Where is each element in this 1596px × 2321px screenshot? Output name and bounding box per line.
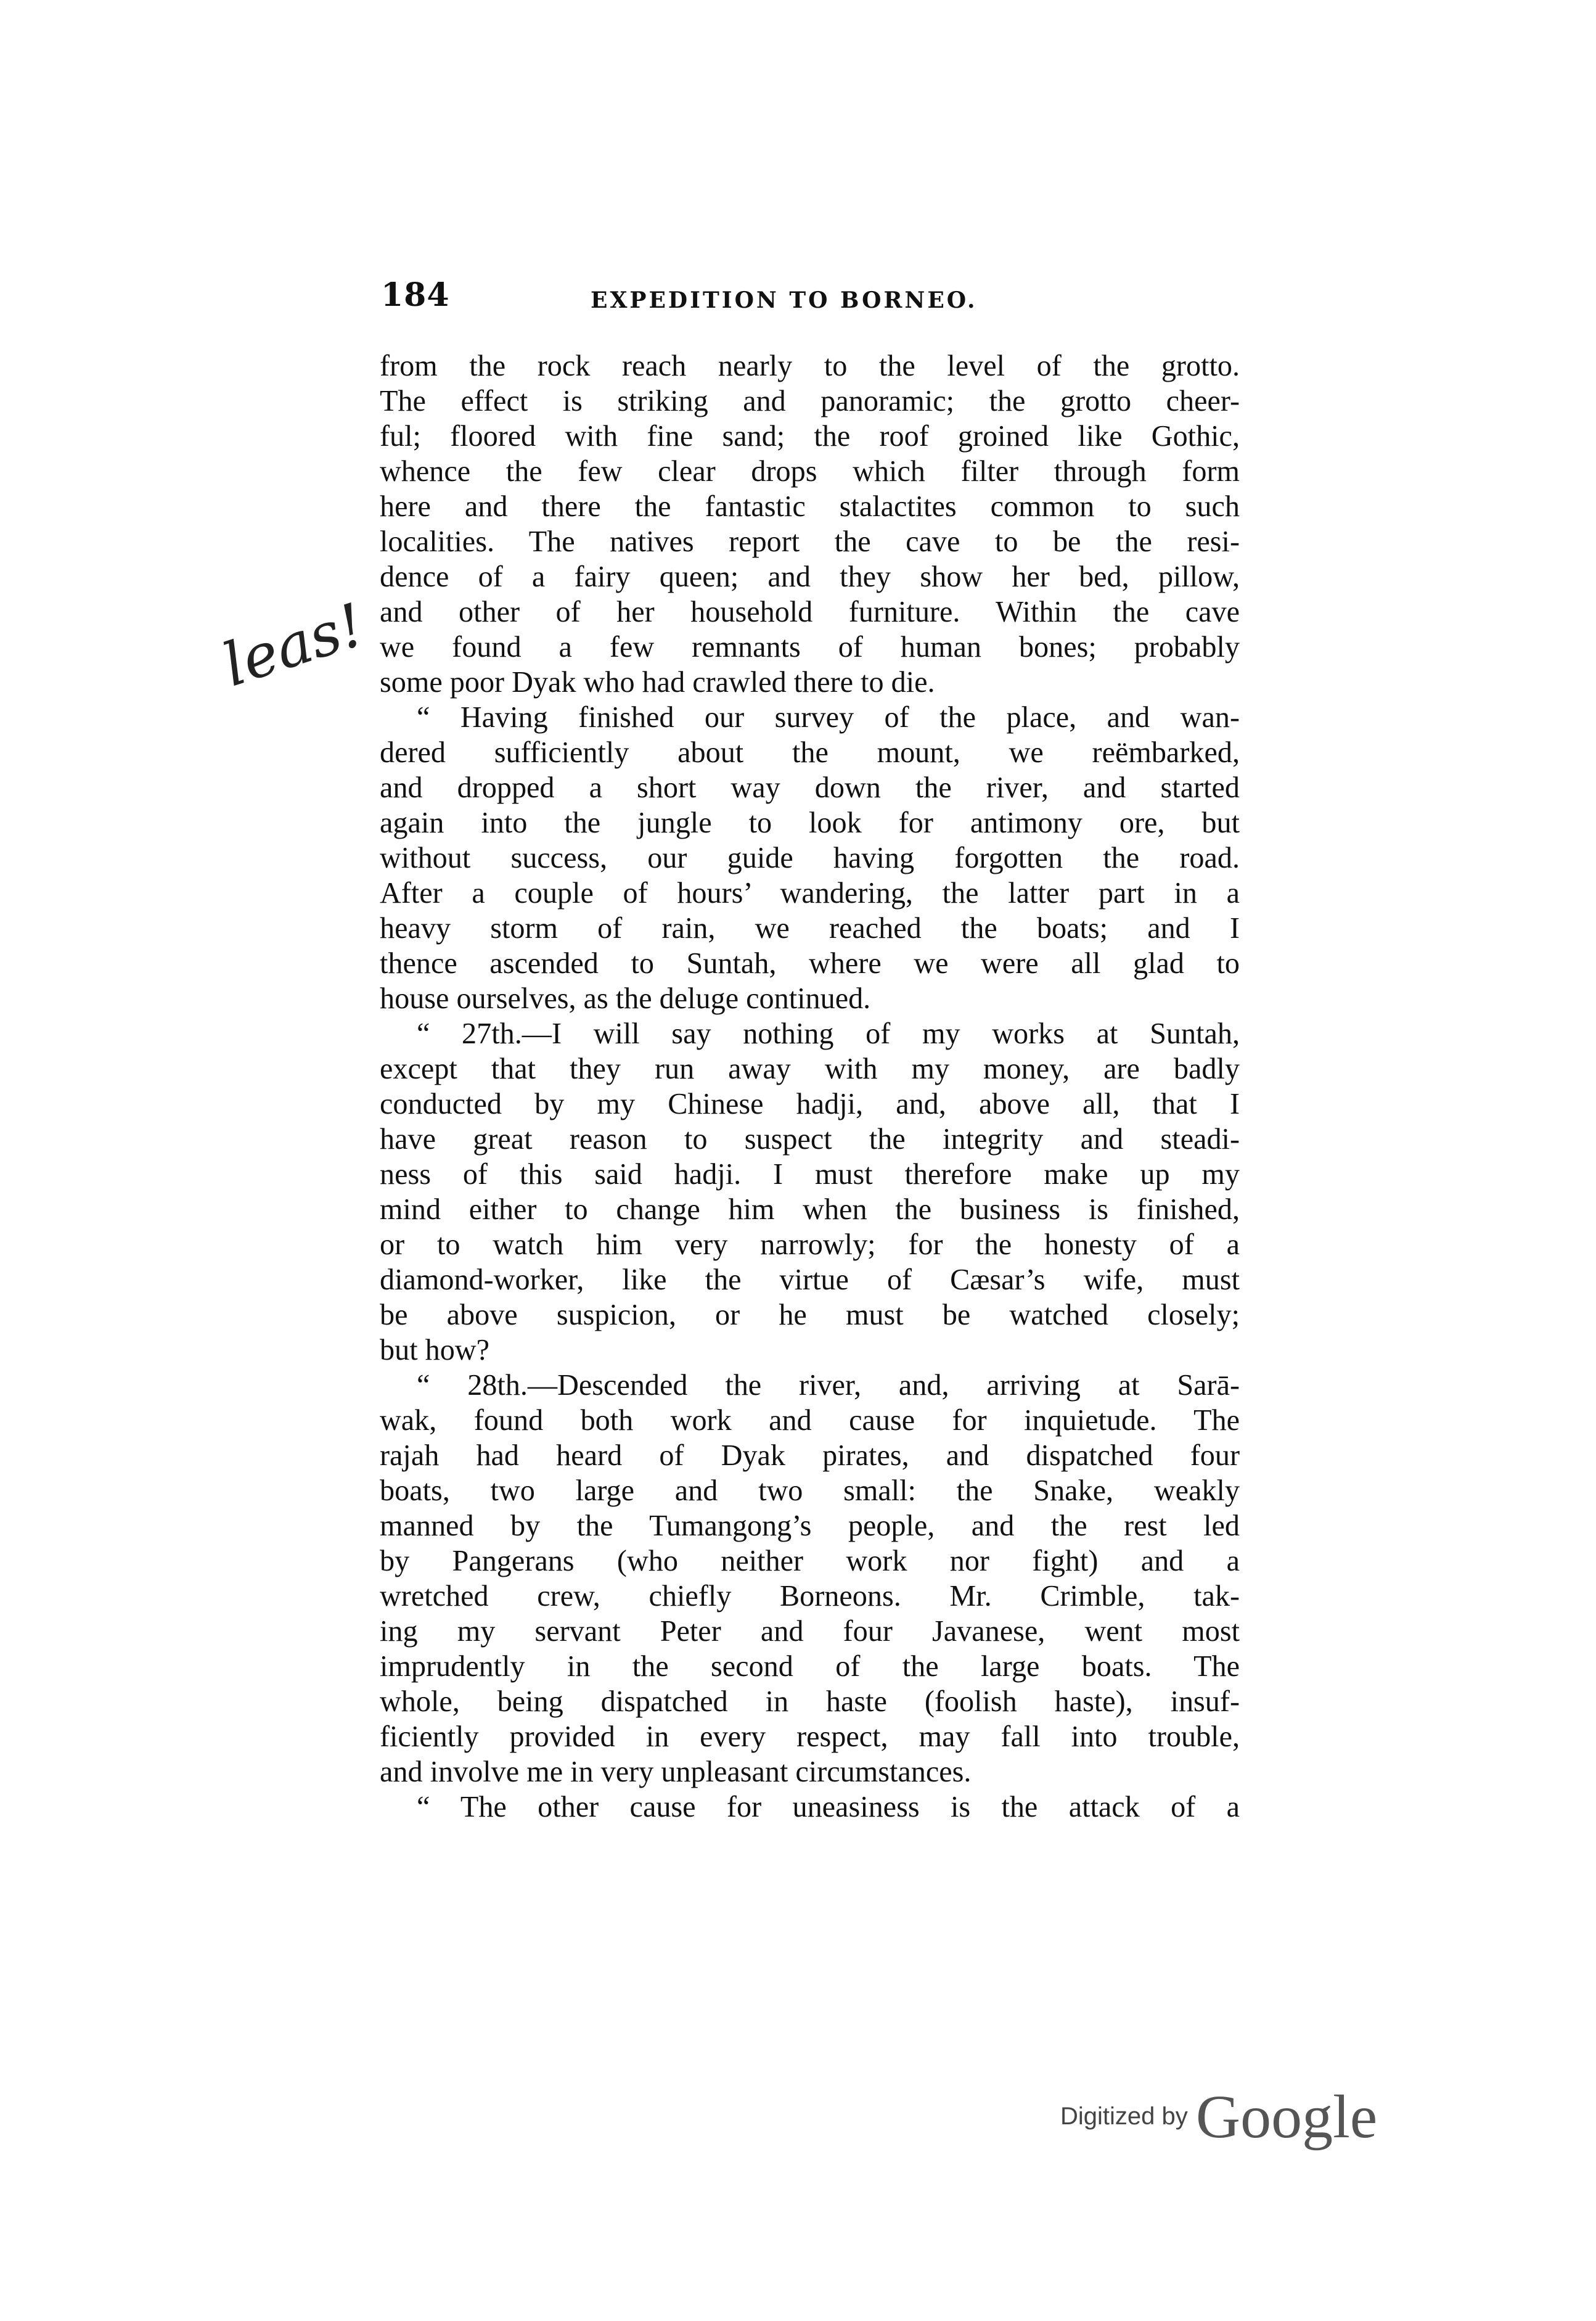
text-line: ing my servant Peter and four Javanese, went most: [380, 1615, 1240, 1648]
text-line: rajah had heard of Dyak pirates, and dispatched four: [380, 1439, 1240, 1472]
text-line: ful; floored with fine sand; the roof groined like Gothic,: [380, 420, 1240, 453]
text-line: again into the jungle to look for antimony ore, but: [380, 807, 1240, 839]
text-line: we found a few remnants of human bones; probably: [380, 631, 1240, 663]
text-line: mind either to change him when the business is finished,: [380, 1193, 1240, 1226]
text-line: have great reason to suspect the integrity and steadi-: [380, 1123, 1240, 1156]
text-line: be above suspicion, or he must be watched closely;: [380, 1299, 1240, 1331]
text-line: diamond-worker, like the virtue of Cæsar’s wife, must: [380, 1263, 1240, 1296]
text-line: imprudently in the second of the large boats. The: [380, 1650, 1240, 1683]
handwritten-marginal-note: leas!: [215, 589, 373, 700]
text-line: “ The other cause for uneasiness is the attack of a: [417, 1791, 1240, 1823]
text-line: After a couple of hours’ wandering, the latter part in a: [380, 877, 1240, 910]
text-line: “ 27th.—I will say nothing of my works at Suntah,: [417, 1017, 1240, 1050]
text-line: here and there the fantastic stalactites common to such: [380, 490, 1240, 523]
page-number: 184: [381, 276, 450, 314]
text-line: from the rock reach nearly to the level of the grotto.: [380, 350, 1240, 382]
text-line: heavy storm of rain, we reached the boats; and I: [380, 912, 1240, 945]
text-line: house ourselves, as the deluge continued.: [380, 982, 871, 1015]
text-line: boats, two large and two small: the Snake, weakly: [380, 1474, 1240, 1507]
text-line: whence the few clear drops which filter through form: [380, 455, 1240, 488]
text-line: or to watch him very narrowly; for the honesty of a: [380, 1228, 1240, 1261]
text-line: wretched crew, chiefly Borneons. Mr. Crimble, tak-: [380, 1580, 1240, 1612]
running-title: EXPEDITION TO BORNEO.: [591, 287, 978, 313]
text-line: and involve me in very unpleasant circumstances.: [380, 1756, 972, 1788]
watermark-prefix: Digitized by: [1060, 2103, 1188, 2130]
text-line: and dropped a short way down the river, and started: [380, 771, 1240, 804]
text-line: and other of her household furniture. Within the cave: [380, 596, 1240, 628]
google-logo: Google: [1195, 2082, 1378, 2151]
text-line: “ 28th.—Descended the river, and, arriving at Sarā-: [417, 1369, 1240, 1402]
text-line: ficiently provided in every respect, may fall into trouble,: [380, 1720, 1240, 1753]
text-line: dence of a fairy queen; and they show her bed, pillow,: [380, 561, 1240, 593]
text-line: ness of this said hadji. I must therefore make up my: [380, 1158, 1240, 1191]
text-line: localities. The natives report the cave to be the resi-: [380, 525, 1240, 558]
text-line: some poor Dyak who had crawled there to die.: [380, 666, 935, 699]
text-line: dered sufficiently about the mount, we reëmbarked,: [380, 736, 1240, 769]
text-line: except that they run away with my money, are badly: [380, 1053, 1240, 1085]
text-line: by Pangerans (who neither work nor fight) and a: [380, 1545, 1240, 1577]
text-line: The effect is striking and panoramic; the grotto cheer-: [380, 385, 1240, 417]
text-line: conducted by my Chinese hadji, and, above all, that I: [380, 1088, 1240, 1120]
text-line: whole, being dispatched in haste (foolish haste), insuf-: [380, 1685, 1240, 1718]
text-line: wak, found both work and cause for inquietude. The: [380, 1404, 1240, 1437]
text-line: manned by the Tumangong’s people, and the rest led: [380, 1510, 1240, 1542]
text-line: without success, our guide having forgotten the road.: [380, 842, 1240, 874]
text-line: but how?: [380, 1334, 489, 1366]
text-line: thence ascended to Suntah, where we were all glad to: [380, 947, 1240, 980]
page-header: [381, 276, 1244, 326]
body-text: [380, 348, 1240, 1825]
digitized-by-google-watermark: [1060, 2081, 1377, 2149]
text-line: “ Having finished our survey of the place, and wan-: [417, 701, 1240, 734]
